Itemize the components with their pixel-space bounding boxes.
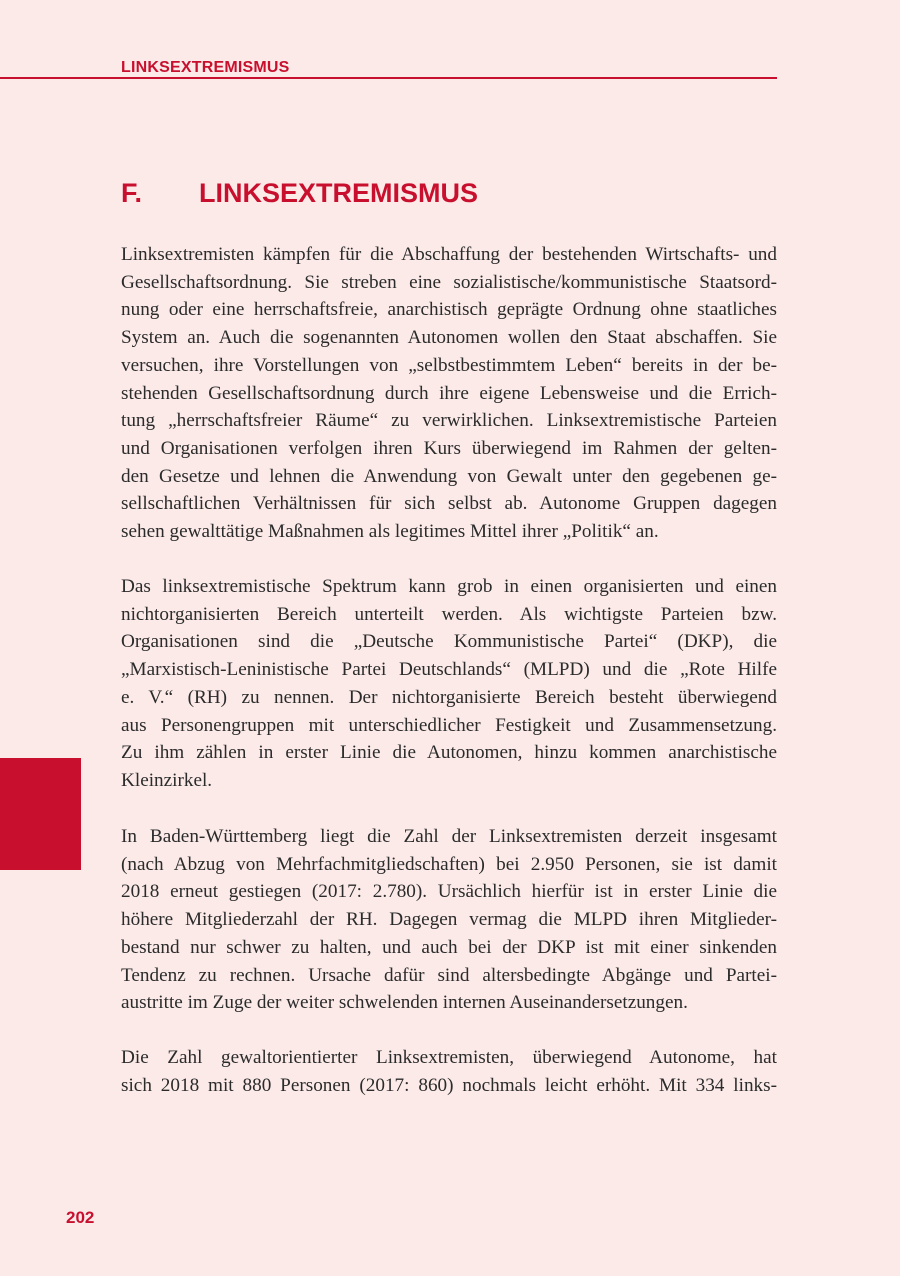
text-line: austritte im Zuge der weiter schwelenden internen Auseinandersetzungen. xyxy=(121,992,688,1014)
text-line: Die Zahl gewaltorientierter Linksextremisten, überwiegend Autonome, hat xyxy=(121,1047,777,1068)
text-line: Organisationen sind die „Deutsche Kommunistische Partei“ (DKP), die xyxy=(121,631,777,653)
chapter-number: F. xyxy=(121,178,143,208)
text-line: stehenden Gesellschaftsordnung durch ihre eigene Lebensweise und die Errich- xyxy=(121,382,777,404)
section-side-tab xyxy=(0,758,81,870)
text-line: den Gesetze und lehnen die Anwendung von Gewalt unter den gegebenen ge- xyxy=(121,465,777,487)
text-line: „Marxistisch-Leninistische Partei Deutschlands“ (MLPD) und die „Rote Hilfe xyxy=(121,659,777,681)
text-line: (nach Abzug von Mehrfachmitgliedschaften) bei 2.950 Personen, sie ist damit xyxy=(121,853,777,875)
chapter-title: LINKSEXTREMISMUS xyxy=(199,178,479,208)
header-rule xyxy=(0,77,777,79)
text-line: Linksextremisten kämpfen für die Abschaffung der bestehenden Wirtschafts- und xyxy=(121,244,777,265)
paragraph-3 xyxy=(121,823,777,1017)
text-line: nichtorganisierten Bereich unterteilt werden. Als wichtigste Parteien bzw. xyxy=(121,603,777,625)
text-line: und Organisationen verfolgen ihren Kurs überwiegend im Rahmen der gelten- xyxy=(121,437,777,459)
chapter-heading xyxy=(121,178,478,209)
text-line: sich 2018 mit 880 Personen (2017: 860) nochmals leicht erhöht. Mit 334 links- xyxy=(121,1074,777,1096)
text-line: sellschaftlichen Verhältnissen für sich selbst ab. Autonome Gruppen dagegen xyxy=(121,493,777,515)
text-line: In Baden-Württemberg liegt die Zahl der Linksextremisten derzeit insgesamt xyxy=(121,826,777,847)
text-line: Kleinzirkel. xyxy=(121,769,213,791)
text-line: höhere Mitgliederzahl der RH. Dagegen vermag die MLPD ihren Mitglieder- xyxy=(121,909,777,931)
text-line: nung oder eine herrschaftsfreie, anarchistisch geprägte Ordnung ohne staatliches xyxy=(121,299,777,321)
text-line: aus Personengruppen mit unterschiedlicher Festigkeit und Zusammensetzung. xyxy=(121,714,777,736)
paragraph-2 xyxy=(121,573,777,795)
text-line: Zu ihm zählen in erster Linie die Autonomen, hinzu kommen anarchistische xyxy=(121,742,777,764)
text-line: e. V.“ (RH) zu nennen. Der nichtorganisierte Bereich besteht überwiegend xyxy=(121,686,777,708)
text-line: Gesellschaftsordnung. Sie streben eine sozialistische/kommunistische Staatsord- xyxy=(121,271,777,293)
text-line: 2018 erneut gestiegen (2017: 2.780). Ursächlich hierfür ist in erster Linie die xyxy=(121,881,777,903)
page-number: 202 xyxy=(66,1208,95,1227)
text-line: tung „herrschaftsfreier Räume“ zu verwirklichen. Linksextremistische Parteien xyxy=(121,410,777,432)
paragraph-1 xyxy=(121,241,777,546)
paragraph-4 xyxy=(121,1044,777,1099)
text-line: Das linksextremistische Spektrum kann grob in einen organisierten und einen xyxy=(121,576,777,597)
text-line: System an. Auch die sogenannten Autonomen wollen den Staat abschaffen. Sie xyxy=(121,327,777,349)
text-line: bestand nur schwer zu halten, und auch bei der DKP ist mit einer sinkenden xyxy=(121,936,777,958)
text-line: versuchen, ihre Vorstellungen von „selbstbestimmtem Leben“ bereits in der be- xyxy=(121,354,777,376)
text-line: Tendenz zu rechnen. Ursache dafür sind altersbedingte Abgänge und Partei- xyxy=(121,964,777,986)
running-header-title: LINKSEXTREMISMUS xyxy=(121,59,290,76)
text-line: sehen gewalttätige Maßnahmen als legitimes Mittel ihrer „Politik“ an. xyxy=(121,521,659,543)
